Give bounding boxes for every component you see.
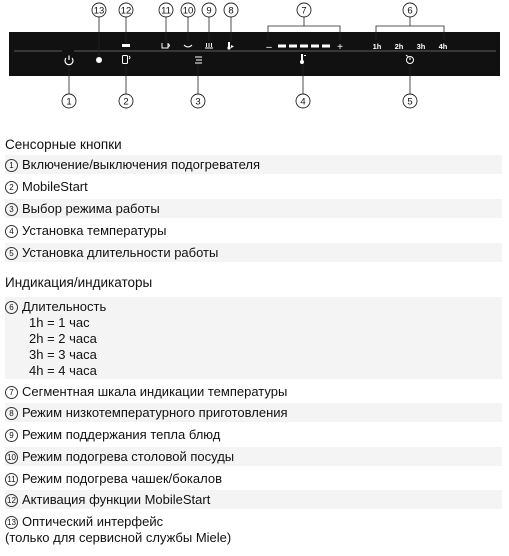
duration-2h-indicator: 2h <box>394 42 404 51</box>
list-item <box>5 490 502 509</box>
temperature-minus-label: – <box>266 42 272 53</box>
callout-2 <box>119 94 133 108</box>
item-number: 10 <box>5 451 18 464</box>
item-text: MobileStart <box>22 179 88 194</box>
svg-text:6: 6 <box>407 5 413 17</box>
duration-4h-indicator: 4h <box>438 42 448 51</box>
item-number: 5 <box>5 247 18 260</box>
svg-text:1: 1 <box>66 96 72 108</box>
svg-text:11: 11 <box>161 5 171 17</box>
callout-3 <box>191 94 205 108</box>
list-item <box>5 243 502 262</box>
item-number: 1 <box>5 159 18 172</box>
item-text: Длительность <box>22 299 107 314</box>
item-text: Режим подогрева столовой посуды <box>22 449 235 464</box>
item-number: 4 <box>5 225 18 238</box>
duration-line: 4h = 4 часа <box>29 363 97 378</box>
list-item-duration <box>5 297 502 379</box>
callout-7 <box>297 3 311 17</box>
callout-10 <box>181 3 195 17</box>
item-number: 13 <box>5 516 18 529</box>
duration-1h-indicator: 1h <box>372 42 382 51</box>
list-item <box>5 403 502 422</box>
svg-text:2: 2 <box>123 96 129 108</box>
list-item <box>5 382 502 401</box>
list-item <box>5 177 502 196</box>
control-panel <box>9 32 500 76</box>
item-text: Выбор режима работы <box>22 201 160 216</box>
svg-text:4: 4 <box>300 96 306 108</box>
item-number: 9 <box>5 429 18 442</box>
list-item-optical <box>5 512 502 550</box>
touch-buttons-heading: Сенсорные кнопки <box>5 137 122 152</box>
item-number: 7 <box>5 386 18 399</box>
list-item <box>5 199 502 218</box>
duration-line: 1h = 1 час <box>29 315 90 330</box>
svg-text:9: 9 <box>206 5 212 17</box>
optical-interface-dot-icon <box>96 57 102 63</box>
list-item <box>5 155 502 174</box>
svg-text:8: 8 <box>228 5 234 17</box>
item-text: Режим поддержания тепла блюд <box>22 427 221 442</box>
item-number: 11 <box>5 473 18 486</box>
svg-text:10: 10 <box>182 5 194 17</box>
temperature-segment-scale <box>278 45 330 48</box>
callout-5 <box>403 94 417 108</box>
list-item <box>5 221 502 240</box>
item-text: Режим подогрева чашек/бокалов <box>22 471 223 486</box>
callout-6 <box>403 3 417 17</box>
control-panel-diagram <box>0 0 509 135</box>
svg-text:7: 7 <box>301 5 307 17</box>
item-text: Установка длительности работы <box>22 245 219 260</box>
callout-1 <box>62 94 76 108</box>
callout-8 <box>224 3 238 17</box>
item-number: 8 <box>5 407 18 420</box>
item-text: Установка температуры <box>22 223 167 238</box>
item-text: Включение/выключения подогревателя <box>22 157 261 172</box>
callout-4 <box>296 94 310 108</box>
item-text: Режим низкотемпературного приготовления <box>22 405 288 420</box>
svg-text:12: 12 <box>120 5 132 17</box>
item-number: 2 <box>5 181 18 194</box>
duration-line: 3h = 3 часа <box>29 347 97 362</box>
duration-line: 2h = 2 часа <box>29 331 97 346</box>
callout-12 <box>119 3 133 17</box>
svg-text:5: 5 <box>407 96 413 108</box>
svg-text:3: 3 <box>195 96 201 108</box>
indicators-heading: Индикация/индикаторы <box>5 275 153 290</box>
svg-text:13: 13 <box>93 5 105 17</box>
callout-13 <box>92 3 106 17</box>
duration-3h-indicator: 3h <box>416 42 426 51</box>
list-item <box>5 425 502 444</box>
item-text: Активация функции MobileStart <box>22 492 211 507</box>
callout-11 <box>159 3 173 17</box>
item-number: 3 <box>5 203 18 216</box>
item-text: Оптический интерфейс <box>22 514 164 529</box>
list-item <box>5 469 502 488</box>
list-item <box>5 447 502 466</box>
mobilestart-indicator-icon <box>122 44 130 47</box>
item-number: 12 <box>5 494 18 507</box>
temperature-plus-label: + <box>337 42 343 53</box>
callout-9 <box>202 3 216 17</box>
item-text: Сегментная шкала индикации температуры <box>22 384 288 399</box>
optical-note: (только для сервисной службы Miele) <box>5 530 232 545</box>
item-number: 6 <box>5 301 18 314</box>
